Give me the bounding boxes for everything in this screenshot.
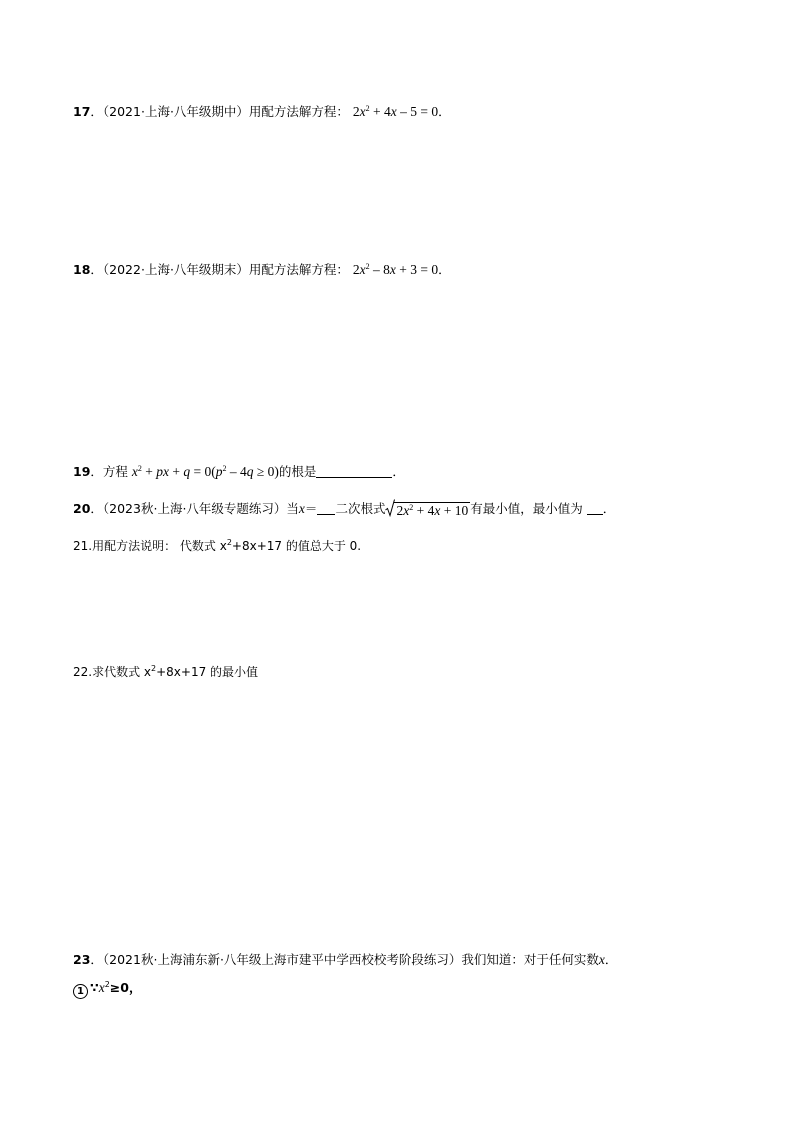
inequality-text: ≥0， [109,980,142,995]
period: ． [602,501,616,516]
question-number: 19 [73,464,91,479]
equals-sign: ＝ [304,501,318,516]
question-text: 22.求代数式 x [73,665,152,679]
variable-x: x [598,952,605,967]
equation: $2x^2 + 4x - 5 = 0$ [352,104,439,119]
question-text: 21.用配方法说明： 代数式 x [73,539,227,553]
answer-blank-x[interactable] [317,502,335,515]
question-text: ．（2021·上海·八年级期中）用配方法解方程： [90,104,349,119]
question-text-rest: +8x+17 的最小值 [156,665,259,679]
question-text: ．（2022·上海·八年级期末）用配方法解方程： [90,262,349,277]
question-text-tail: 有最小值，最小值为 [470,501,587,516]
question-20 [73,501,615,519]
question-21: 21.用配方法说明： 代数式 $x^2+8x+17$ 的值总大于 0. [73,538,362,553]
circled-number: 1 [73,984,88,999]
question-17 [73,104,451,120]
period: ． [438,104,451,119]
variable-x: x [298,501,305,516]
equation: $2x^2 - 8x + 3 = 0$ [352,262,439,277]
equation: $x^2$ + px + $q = 0(p^2 - 4q \ge 0)$ [131,464,279,479]
radical-sign-icon [385,499,395,517]
answer-blank-min[interactable] [587,502,603,515]
variable-x: x [98,980,105,995]
question-text: ．（2021秋·上海浦东新·八年级上海市建平中学西校校考阶段练习）我们知道：对于任何实数 [90,952,599,967]
question-text-suffix: 的根是 [278,464,317,479]
radical-expression: $2x^2 + 4x + 10$ [385,502,470,519]
question-23 [73,952,617,968]
question-text: ．（2023秋·上海·八年级专题练习）当 [90,501,299,516]
period: ． [604,952,618,967]
question-19 [73,464,405,480]
period: ． [438,262,451,277]
question-number: 20 [73,501,91,516]
question-18 [73,262,451,278]
question-number: 23 [73,952,91,967]
question-number: 18 [73,262,91,277]
question-22: 22.求代数式 $x^2+8x+17$ 的最小值 [73,664,259,679]
answer-blank[interactable] [316,465,392,478]
period: ． [392,464,405,479]
because-symbol: ∵ [90,980,99,995]
question-23-step-1: 1 $\because x^2\ge 0$， [73,980,141,999]
question-text-mid: 二次根式 [335,501,386,516]
question-number: 17 [73,104,91,119]
question-text: ．方程 [90,464,132,479]
question-text-rest: +8x+17 的值总大于 0. [231,539,362,553]
